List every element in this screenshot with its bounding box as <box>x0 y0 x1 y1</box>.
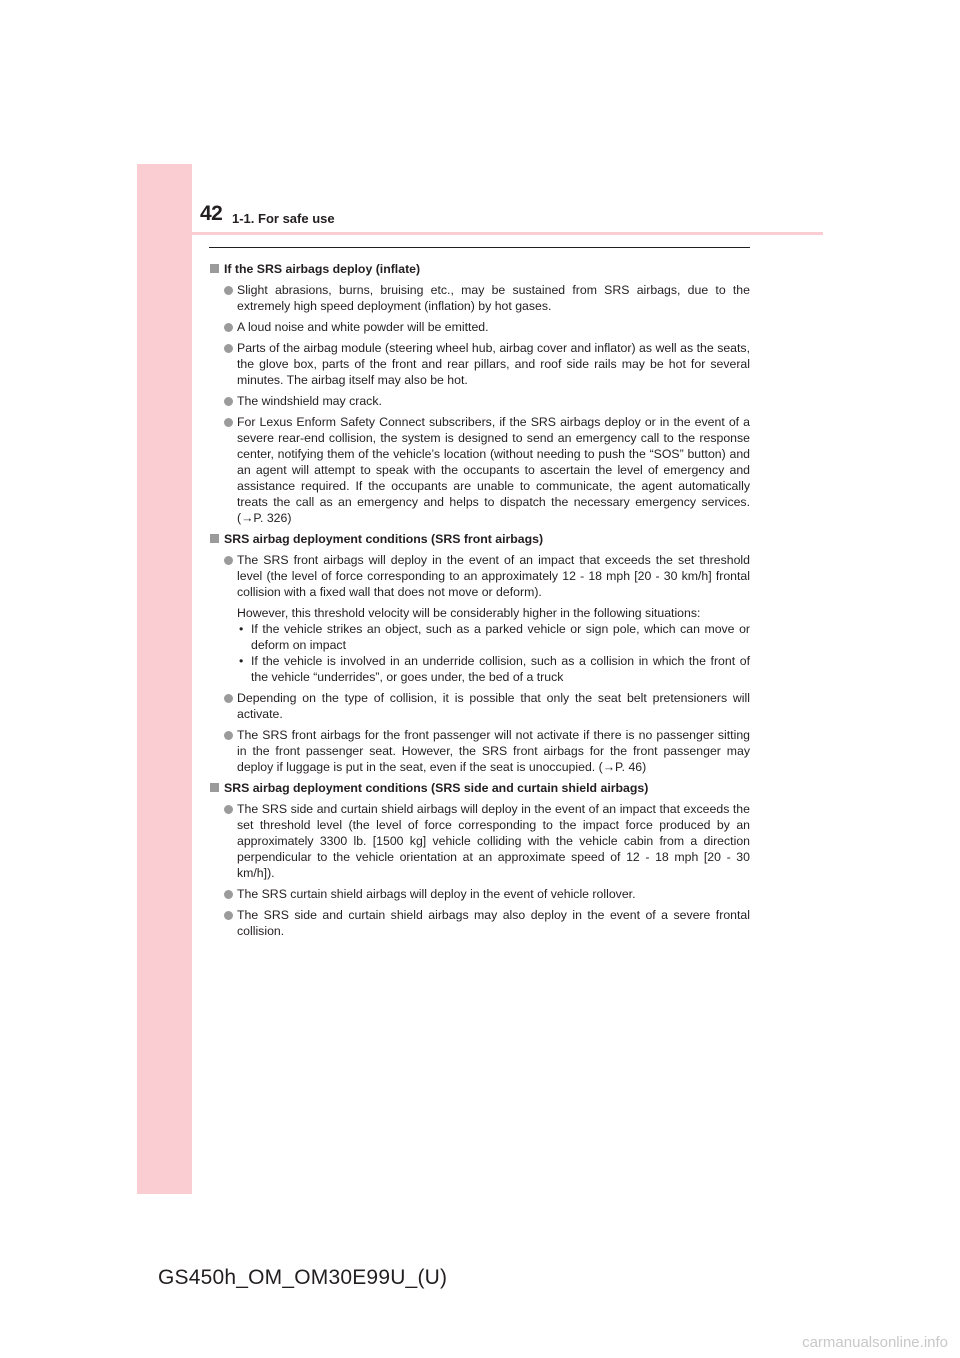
list-item: Parts of the airbag module (steering wheel hub, airbag cover and inflator) as well as the seats, the glove box, parts of the front and rear pillars, and roof side rails may be hot for several minutes. The airbag itself may also be hot. <box>210 340 750 388</box>
watermark: carmanualsonline.info <box>802 1334 948 1351</box>
chapter-sidebar <box>137 164 192 1194</box>
square-bullet-icon <box>210 264 219 273</box>
circle-bullet-icon <box>224 731 233 740</box>
list-item: Slight abrasions, burns, bruising etc., may be sustained from SRS airbags, due to the extremely high speed deployment (inflation) by hot gases. <box>210 282 750 314</box>
list-item: Depending on the type of collision, it is possible that only the seat belt pretensioners will activate. <box>210 690 750 722</box>
section-heading: SRS airbag deployment conditions (SRS side and curtain shield airbags) <box>210 780 750 796</box>
circle-bullet-icon <box>224 418 233 427</box>
circle-bullet-icon <box>224 286 233 295</box>
dot-marker-icon: • <box>239 654 244 668</box>
list-item: The SRS curtain shield airbags will deploy in the event of vehicle rollover. <box>210 886 750 902</box>
list-item: The windshield may crack. <box>210 393 750 409</box>
section-heading: SRS airbag deployment conditions (SRS front airbags) <box>210 531 750 547</box>
manual-code: GS450h_OM_OM30E99U_(U) <box>158 1266 448 1289</box>
circle-bullet-icon <box>224 556 233 565</box>
circle-bullet-icon <box>224 344 233 353</box>
circle-bullet-icon <box>224 397 233 406</box>
circle-bullet-icon <box>224 323 233 332</box>
list-item: The SRS front airbags for the front passenger will not activate if there is no passenger sitting in the front passenger seat. However, the SRS front airbags for the front passenger may deploy if luggage is put in the seat, even if the seat is unoccupied. (→P. 46) <box>210 727 750 775</box>
square-bullet-icon <box>210 534 219 543</box>
list-item: The SRS front airbags will deploy in the event of an impact that exceeds the set threshold level (the level of force corresponding to an approximately 12 - 18 mph [20 - 30 km/h] frontal collision with a fixed wall that does not move or deform). <box>210 552 750 600</box>
page-content <box>210 256 750 939</box>
list-item: For Lexus Enform Safety Connect subscribers, if the SRS airbags deploy or in the event of a severe rear-end collision, the system is designed to send an emergency call to the response center, notifying them of the vehicle’s location (without needing to push the “SOS” button) and an agent will attempt to speak with the occupants to ascertain the level of emergency and assistance required. If the occupants are unable to communicate, the agent automatically treats the call as an emergency and helps to dispatch the necessary emergency services. (→P. 326) <box>210 414 750 526</box>
section-heading: If the SRS airbags deploy (inflate) <box>210 261 750 277</box>
page-number: 42 <box>200 202 223 225</box>
dot-marker-icon: • <box>239 622 244 636</box>
paragraph: However, this threshold velocity will be considerably higher in the following situations: <box>237 606 701 620</box>
header-rule <box>209 247 750 248</box>
sub-list-item: • If the vehicle strikes an object, such as a parked vehicle or sign pole, which can move or deform on impact <box>239 622 750 652</box>
list-item: The SRS side and curtain shield airbags will deploy in the event of an impact that exceeds the set threshold level (the level of force corresponding to the impact force produced by an approximately 3300 lb. [1500 kg] vehicle colliding with the vehicle cabin from a direction perpendicular to the vehicle orientation at an approximate speed of 12 - 18 mph [20 - 30 km/h]). <box>210 801 750 881</box>
circle-bullet-icon <box>224 890 233 899</box>
list-item: The SRS side and curtain shield airbags may also deploy in the event of a severe frontal collision. <box>210 907 750 939</box>
header-band <box>137 232 823 235</box>
sub-list-item: • If the vehicle is involved in an underride collision, such as a collision in which the front of the vehicle “underrides”, or goes under, the bed of a truck <box>239 654 750 684</box>
circle-bullet-icon <box>224 911 233 920</box>
circle-bullet-icon <box>224 694 233 703</box>
list-item: A loud noise and white powder will be emitted. <box>210 319 750 335</box>
section-title: 1-1. For safe use <box>232 211 335 226</box>
square-bullet-icon <box>210 783 219 792</box>
circle-bullet-icon <box>224 805 233 814</box>
